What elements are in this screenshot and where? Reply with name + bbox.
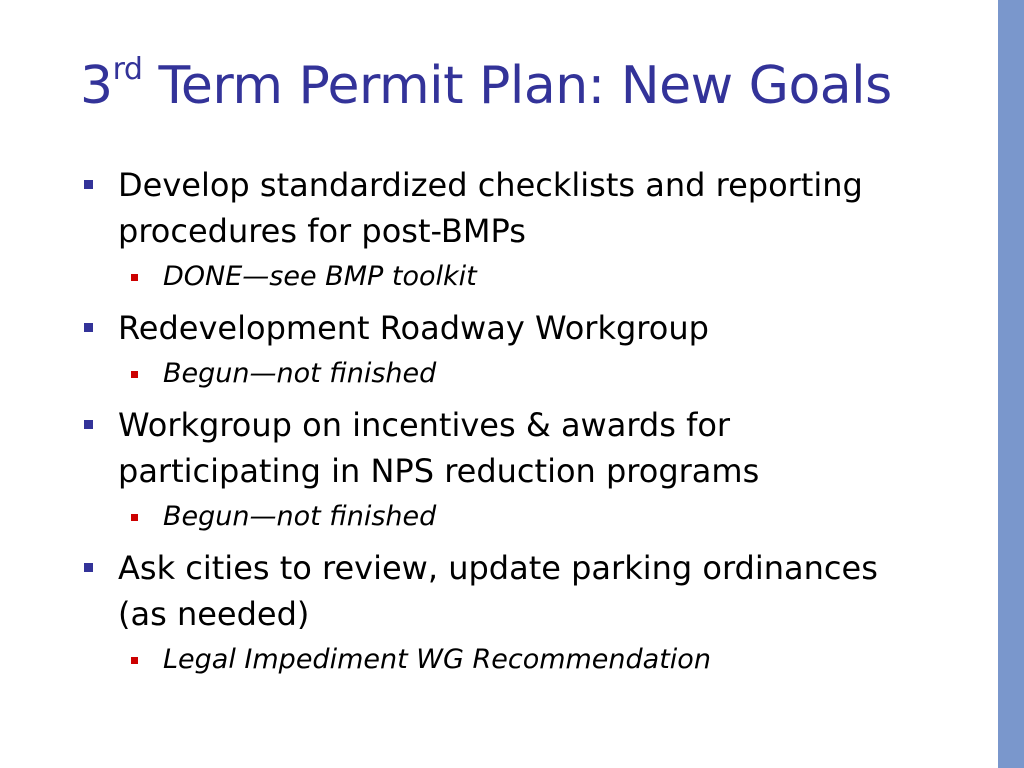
sub-bullet-text: Legal Impediment WG Recommendation bbox=[163, 644, 711, 675]
small-square-bullet-icon bbox=[131, 514, 138, 521]
sub-bullet-text: DONE—see BMP toolkit bbox=[163, 261, 477, 292]
bullet-text-line1: Redevelopment Roadway Workgroup bbox=[118, 309, 709, 347]
bullet-list bbox=[80, 162, 980, 680]
small-square-bullet-icon bbox=[131, 371, 138, 378]
square-bullet-icon bbox=[84, 323, 93, 332]
bullet-item bbox=[80, 162, 980, 254]
small-square-bullet-icon bbox=[131, 657, 138, 664]
bullet-item bbox=[80, 305, 980, 351]
bullet-text-line1: Develop standardized checklists and reporting bbox=[118, 166, 863, 204]
bullet-text-line2: procedures for post-BMPs bbox=[118, 212, 526, 250]
sub-bullet-item bbox=[118, 257, 980, 297]
bullet-item bbox=[80, 402, 980, 494]
square-bullet-icon bbox=[84, 563, 93, 572]
title-superscript: rd bbox=[112, 51, 143, 87]
right-accent-bar bbox=[998, 0, 1024, 768]
square-bullet-icon bbox=[84, 180, 93, 189]
bullet-text-line1: Ask cities to review, update parking ordinances bbox=[118, 549, 878, 587]
sub-bullet-item bbox=[118, 640, 980, 680]
small-square-bullet-icon bbox=[131, 274, 138, 281]
title-number: 3 bbox=[80, 56, 113, 116]
slide-title bbox=[80, 51, 892, 116]
square-bullet-icon bbox=[84, 420, 93, 429]
sub-bullet-text: Begun—not finished bbox=[163, 358, 437, 389]
sub-bullet-item bbox=[118, 354, 980, 394]
bullet-item bbox=[80, 545, 980, 637]
sub-bullet-text: Begun—not finished bbox=[163, 501, 437, 532]
bullet-text-line2: (as needed) bbox=[118, 595, 310, 633]
sub-bullet-item bbox=[118, 497, 980, 537]
bullet-text-line2: participating in NPS reduction programs bbox=[118, 452, 760, 490]
bullet-text-line1: Workgroup on incentives & awards for bbox=[118, 406, 731, 444]
title-text: Term Permit Plan: New Goals bbox=[142, 56, 892, 116]
